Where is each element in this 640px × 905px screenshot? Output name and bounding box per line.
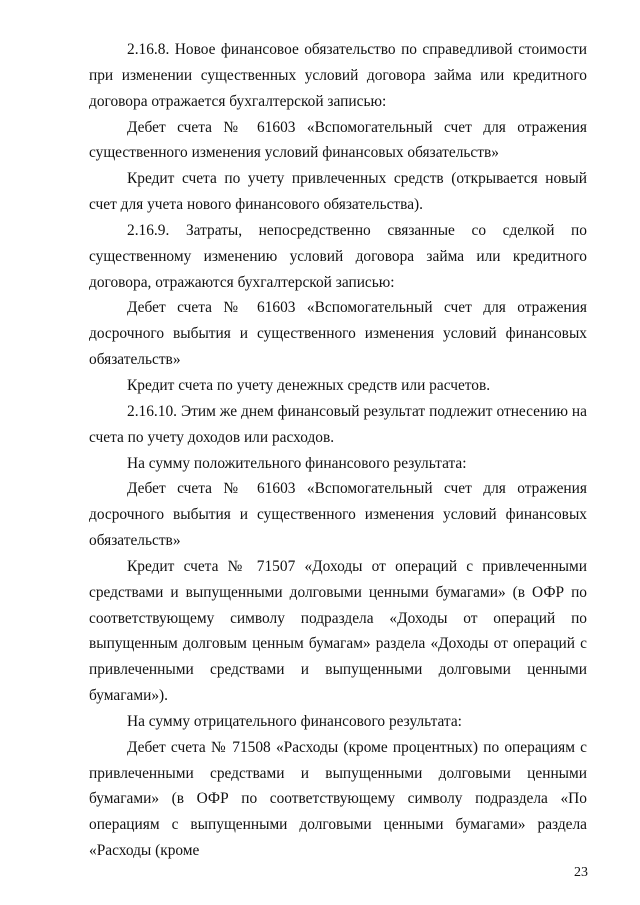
paragraph-negative-result: На сумму отрицательного финансового результата: xyxy=(127,712,462,730)
paragraph-positive-result: На сумму положительного финансового результата: xyxy=(127,454,467,472)
document-body xyxy=(89,37,587,864)
paragraph-debit-71508: Дебет счета № 71508 «Расходы (кроме процентных) по операциям с привлеченными средствами и выпущенными долговыми ценными бумагами» (в ОФР по соответствующему символу подраздела «По операциям с выпущенными долговыми ценными бумагами» раздела «Расходы (кроме xyxy=(89,738,587,860)
paragraph-2-16-8: 2.16.8. Новое финансовое обязательство по справедливой стоимости при изменении существенных условий договора займа или кредитного договора отражается бухгалтерской записью: xyxy=(89,41,587,110)
paragraph-debit-61603-positive: Дебет счета № 61603 «Вспомогательный счет для отражения досрочного выбытия и существенного изменения условий финансовых обязательств» xyxy=(89,480,587,550)
paragraph-debit-61603-existing: Дебет счета № 61603 «Вспомогательный счет для отражения существенного изменения условий финансовых обязательств» xyxy=(89,118,587,162)
paragraph-credit-borrowed-funds: Кредит счета по учету привлеченных средств (открывается новый счет для учета нового финансового обязательства). xyxy=(89,170,587,214)
paragraph-2-16-10: 2.16.10. Этим же днем финансовый результат подлежит отнесению на счета по учету доходов или расходов. xyxy=(89,402,587,446)
paragraph-credit-71507: Кредит счета № 71507 «Доходы от операций с привлеченными средствами и выпущенными долговыми ценными бумагами» (в ОФР по соответствующему символу подраздела «Доходы от операций по выпущенным долговым ценным бумагам» раздела «Доходы от операций с привлеченными средствами и выпущенными долговыми ценными бумагами»). xyxy=(89,557,587,705)
paragraph-credit-cash: Кредит счета по учету денежных средств или расчетов. xyxy=(127,376,491,394)
page-number: 23 xyxy=(574,865,588,880)
paragraph-2-16-9: 2.16.9. Затраты, непосредственно связанные со сделкой по существенному изменению условий договора займа или кредитного договора, отражаются бухгалтерской записью: xyxy=(89,221,587,291)
paragraph-debit-61603-early-retirement: Дебет счета № 61603 «Вспомогательный счет для отражения досрочного выбытия и существенного изменения условий финансовых обязательств» xyxy=(89,299,587,369)
